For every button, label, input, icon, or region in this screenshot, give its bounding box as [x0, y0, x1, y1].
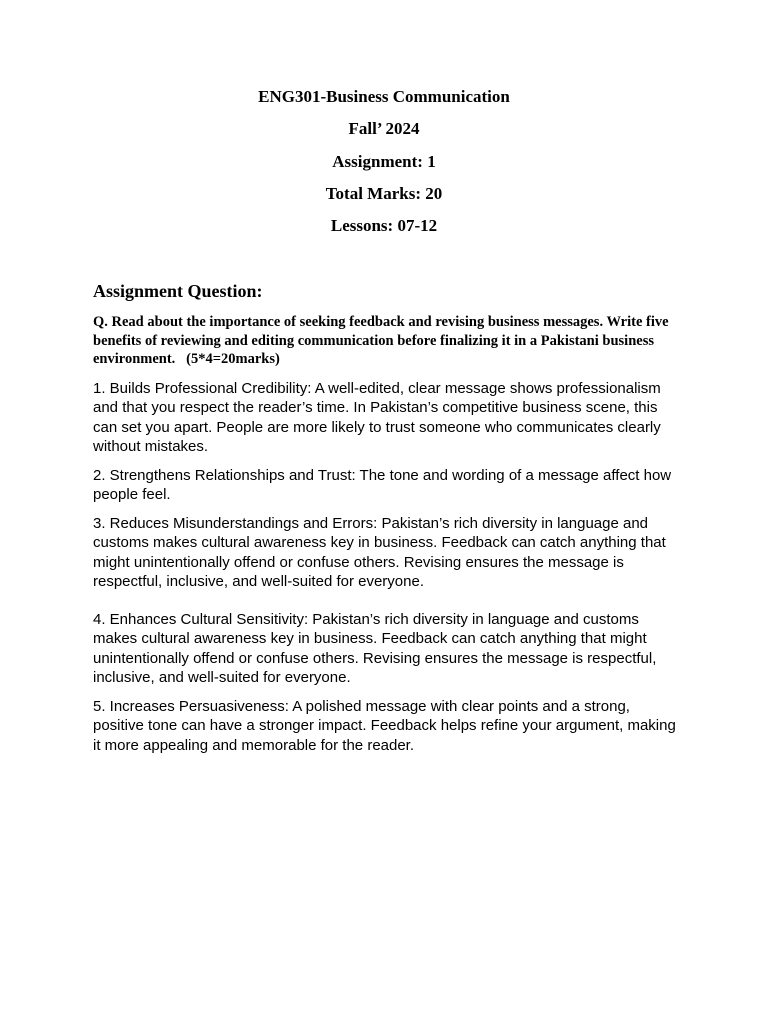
answer-paragraph-2: 2. Strengthens Relationships and Trust: The tone and wording of a message affect how people feel. — [93, 467, 672, 504]
section-title: Assignment Question: — [93, 281, 263, 301]
document-header — [0, 86, 768, 247]
course-title: ENG301-Business Communication — [258, 87, 510, 106]
answer-paragraph-1: 1. Builds Professional Credibility: A well-edited, clear message shows professionalism and that you respect the reader’s time. In Pakistan’s competitive business scene, this can set you apart. People are more likely to trust someone who communicates clearly without mistakes. — [93, 380, 661, 455]
lessons-range: Lessons: 07-12 — [330, 216, 438, 236]
assignment-number: Assignment: 1 — [332, 151, 436, 171]
answer-paragraph-4: 4. Enhances Cultural Sensitivity: Pakistan’s rich diversity in language and customs makes cultural awareness key in business. Feedback can catch anything that might unintentionally offend or confuse others. Revising ensures the message is respectful, inclusive, and well-suited for everyone. — [93, 611, 657, 686]
total-marks: Total Marks: 20 — [325, 183, 443, 203]
answer-paragraph-3: 3. Reduces Misunderstandings and Errors: Pakistan’s rich diversity in language and customs makes cultural awareness key in business. Feedback can catch anything that might unintentionally offend or confuse others. Revising ensures the message is respectful, inclusive, and well-suited for everyone. — [93, 515, 666, 590]
term-label: Fall’ 2024 — [348, 119, 420, 139]
assignment-question: Q. Read about the importance of seeking feedback and revising business messages. Write five benefits of reviewing and editing communication before finalizing it in a Pakistani business environment. (5*4=20marks) — [93, 314, 673, 367]
answer-paragraph-5: 5. Increases Persuasiveness: A polished message with clear points and a strong, positive tone can have a stronger impact. Feedback helps refine your argument, making it more appealing and memorable for the reader. — [93, 698, 676, 754]
